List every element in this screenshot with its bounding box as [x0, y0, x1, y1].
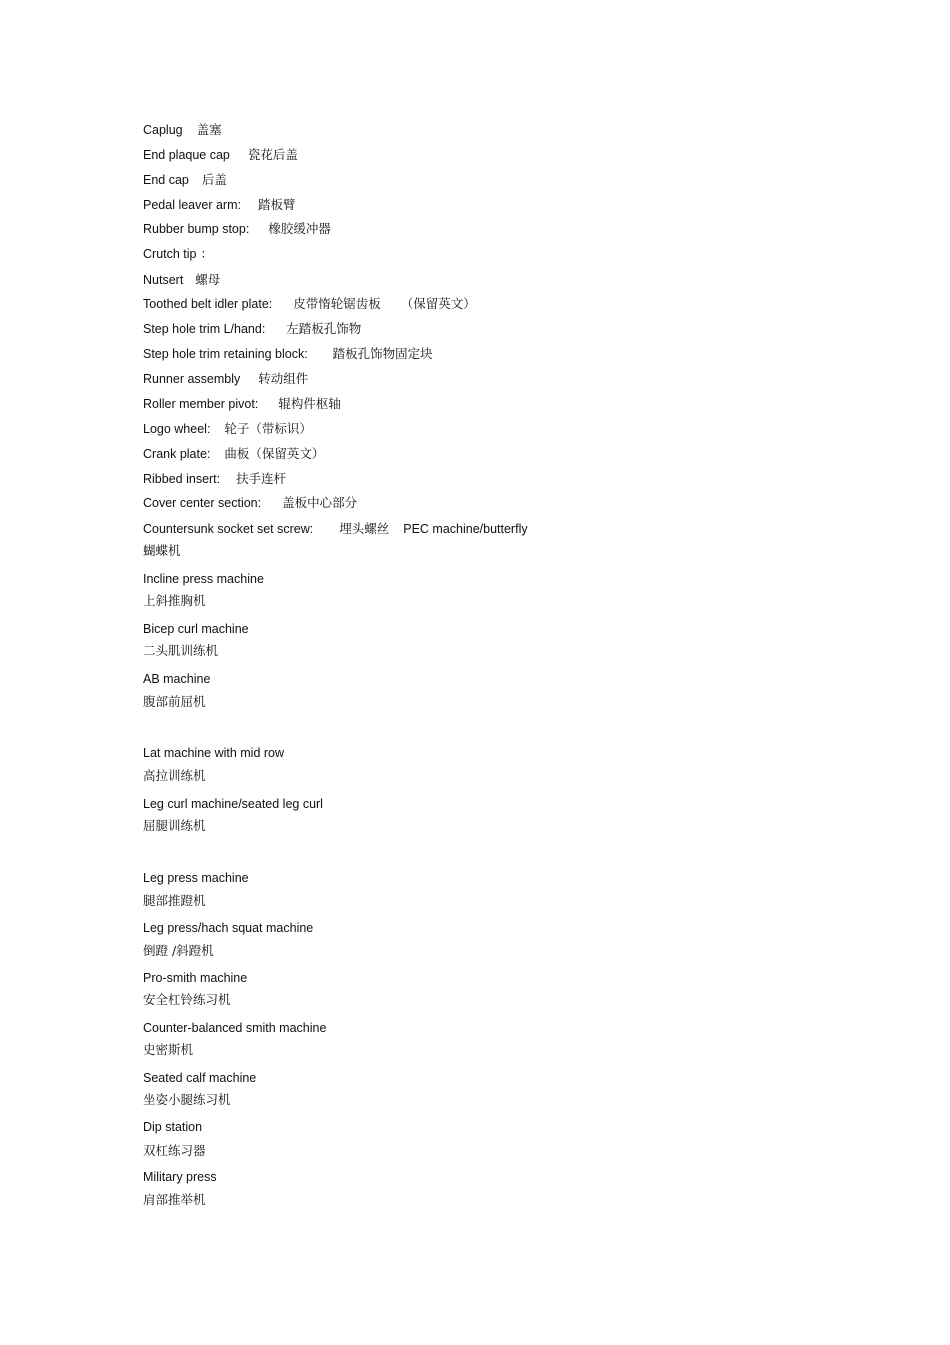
machine-zh: 安全杠铃练习机 [143, 992, 231, 1007]
glossary-entry [143, 421, 312, 437]
term-en: Runner assembly [143, 372, 241, 386]
term-en: Cover center section: [143, 496, 262, 510]
term-en: Pedal leaver arm: [143, 198, 241, 212]
term-zh-continuation [143, 543, 181, 559]
term-zh: 扶手连杆 [236, 471, 287, 486]
glossary-entry [143, 296, 476, 312]
term-en: Crank plate: [143, 447, 211, 461]
machine-zh: 双杠练习器 [143, 1143, 206, 1158]
term-zh: 瓷花后盖 [247, 147, 298, 162]
machine-en: Dip station [143, 1120, 203, 1134]
term-zh: 辊构件枢轴 [278, 396, 341, 411]
machine-en: Leg curl machine/seated leg curl [143, 797, 323, 811]
term-zh: 左踏板孔饰物 [286, 321, 362, 336]
machine-en: Leg press/hach squat machine [143, 921, 314, 935]
term-en: Step hole trim retaining block: [143, 347, 308, 361]
term-en: End cap [143, 173, 189, 187]
term-zh: 皮带惰轮锯齿板 [293, 296, 381, 311]
machine-en: Bicep curl machine [143, 622, 249, 636]
glossary-entry [143, 197, 295, 213]
glossary-entry [143, 172, 227, 188]
machine-zh: 坐姿小腿练习机 [143, 1092, 231, 1107]
glossary-entry [143, 321, 361, 337]
glossary-entry [143, 396, 341, 412]
term-zh: 轮子（带标识） [224, 421, 312, 436]
glossary-entry [143, 221, 331, 237]
glossary-entry [143, 521, 528, 537]
term-en: End plaque cap [143, 148, 230, 162]
glossary-entry [143, 147, 298, 163]
machine-en: Counter-balanced smith machine [143, 1021, 327, 1035]
glossary-entry [143, 346, 433, 362]
term-en: Countersunk socket set screw: [143, 522, 314, 536]
machine-zh: 二头肌训练机 [143, 643, 219, 658]
machine-en: Military press [143, 1170, 217, 1184]
term-zh: 螺母 [195, 272, 221, 287]
term-zh: 后盖 [201, 172, 227, 187]
term-zh: 橡胶缓冲器 [268, 221, 331, 236]
term-en: Step hole trim L/hand: [143, 322, 266, 336]
machine-zh: 倒蹬 /斜蹬机 [143, 943, 214, 958]
machine-en: AB machine [143, 672, 211, 686]
glossary-entry [143, 446, 324, 462]
glossary-entry [143, 122, 222, 138]
machine-zh: 腿部推蹬机 [143, 893, 206, 908]
machine-zh: 肩部推举机 [143, 1192, 206, 1207]
machine-en: Incline press machine [143, 572, 264, 586]
term-en: Roller member pivot: [143, 397, 259, 411]
machine-zh: 史密斯机 [143, 1042, 194, 1057]
term-extra: PEC machine/butterfly [403, 522, 528, 536]
term-en: Ribbed insert: [143, 472, 221, 486]
term-en: Caplug [143, 123, 183, 137]
machine-en: Pro-smith machine [143, 971, 248, 985]
machine-zh: 屈腿训练机 [143, 818, 206, 833]
machine-zh: 高拉训练机 [143, 768, 206, 783]
glossary-entry [143, 371, 308, 387]
term-en: Nutsert [143, 273, 184, 287]
machine-en: Seated calf machine [143, 1071, 257, 1085]
machine-zh: 上斜推胸机 [143, 593, 206, 608]
glossary-entry [143, 246, 213, 262]
term-note: （保留英文） [400, 296, 476, 311]
term-zh: 曲板（保留英文） [224, 446, 325, 461]
term-zh: 埋头螺丝 [339, 521, 390, 536]
term-en: Toothed belt idler plate: [143, 297, 273, 311]
machine-en: Leg press machine [143, 871, 249, 885]
term-zh: 踏板孔饰物固定块 [332, 346, 433, 361]
pec-zh: 蝴蝶机 [143, 543, 181, 558]
machine-zh: 腹部前屈机 [143, 694, 206, 709]
glossary-entry [143, 495, 357, 511]
glossary-entry [143, 471, 286, 487]
term-en: Logo wheel: [143, 422, 211, 436]
term-zh: 转动组件 [258, 371, 309, 386]
term-zh: ： [200, 246, 214, 261]
machine-en: Lat machine with mid row [143, 746, 285, 760]
term-zh: 盖塞 [196, 122, 222, 137]
term-en: Crutch tip [143, 247, 197, 261]
term-en: Rubber bump stop: [143, 222, 250, 236]
glossary-entry [143, 272, 220, 288]
term-zh: 踏板臂 [257, 197, 296, 212]
term-zh: 盖板中心部分 [282, 495, 358, 510]
